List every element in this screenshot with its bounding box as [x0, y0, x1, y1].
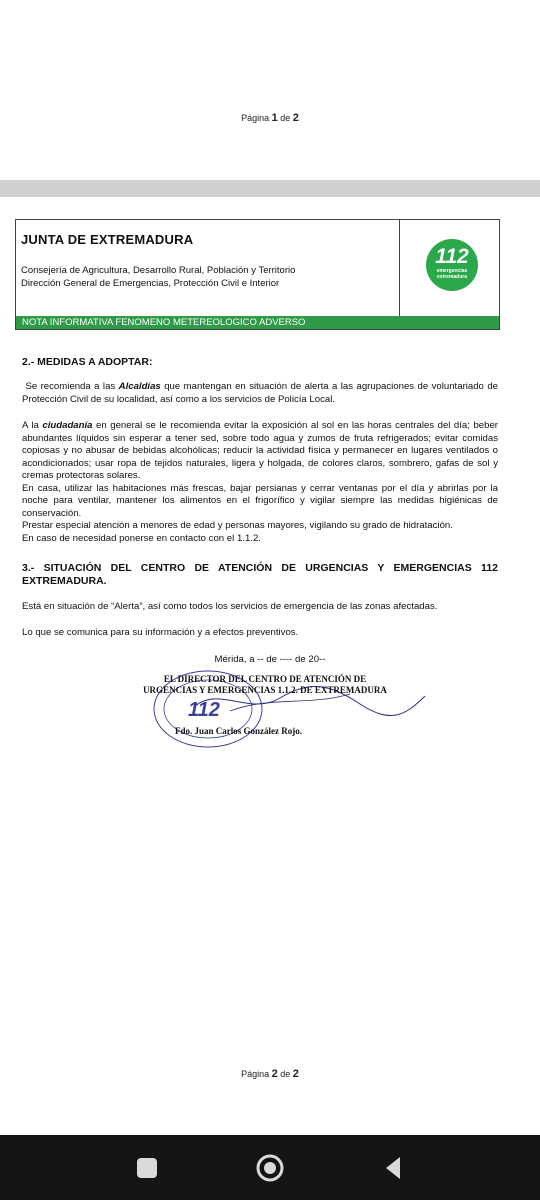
p2-vulnerable-advice: Prestar especial atención a menores de edad y personas mayores, vigilando su grado de hidratación. [22, 520, 453, 531]
recents-icon[interactable] [132, 1153, 162, 1183]
logo-sub-2: extremadura [436, 274, 467, 280]
page-total: 2 [292, 1068, 299, 1080]
signature-date: Mérida, a -- de ---- de 20-- [214, 654, 326, 665]
page-total: 2 [292, 112, 299, 124]
signatory-title-line-1: EL DIRECTOR DEL CENTRO DE ATENCIÓN DE [163, 674, 367, 684]
p2-home-advice: En casa, utilizar las habitaciones más frescas, bajar persianas y cerrar ventanas por el día y abrirlas por la noche para ventilar, mantener los alimentos en el frigorífico y vigilar siempre las medidas higiénicas de conservación. [22, 482, 498, 519]
p2-main [22, 420, 498, 483]
home-icon[interactable] [255, 1153, 285, 1183]
p2-after: en general se le recomienda evitar la exposición al sol en las horas centrales del día; beber abundantes líquidos sin esperar a tener sed, sobre todo agua y zumos de fruta refrigerados; evitar comidas copiosas y no abusar de bebidas alcohólicas; reducir la actividad física y permanecer en lugares ventilados o acondicionados; usar ropa de tejidos naturales, ligera y holgada, de colores claros, sombrero, gafas de sol y cremas protectoras solares. [22, 420, 498, 481]
p1-emphasis: Alcaldías [118, 381, 161, 392]
directorate-line: Dirección General de Emergencias, Protección Civil e Interior [21, 278, 280, 289]
p2-emphasis: ciudadanía [42, 420, 93, 431]
page-prefix: Página [241, 113, 270, 123]
system-navigation-bar [0, 1135, 540, 1200]
back-icon[interactable] [378, 1153, 408, 1183]
p1-after: que mantengan en situación de alerta a las agrupaciones de voluntariado de Protección Civil de su localidad, así como a los servicios de Policía Local. [22, 381, 498, 405]
page-prefix: Página [241, 1069, 270, 1079]
page-of: de [280, 113, 291, 123]
page-indicator-bottom [0, 1068, 540, 1080]
page-current: 1 [271, 112, 278, 124]
p2-contact-advice: En caso de necesidad ponerse en contacto con el 1.1.2. [22, 532, 261, 544]
logo-sub-1: emergencias [436, 268, 468, 274]
org-title: JUNTA DE EXTREMADURA [21, 232, 194, 247]
section-2-paragraph-1 [22, 381, 498, 406]
signatory-title-line-2: URGENCIAS Y EMERGENCIAS 1.1.2. DE EXTREMADURA [143, 685, 387, 695]
page-current: 2 [271, 1068, 278, 1080]
section-3-paragraph-1: Está en situación de “Alerta”, así como todos los servicios de emergencia de las zonas afectadas. [22, 601, 438, 612]
logo-number: 112 [435, 245, 469, 268]
header-left-cell [16, 220, 400, 316]
seal-number: 112 [188, 699, 220, 721]
page-indicator-top [0, 112, 540, 124]
page-of: de [280, 1069, 291, 1079]
note-banner: NOTA INFORMATIVA FENOMENO METEREOLOGICO ADVERSO [16, 316, 499, 329]
page-separator [0, 180, 540, 197]
p1-before: Se recomienda a las [25, 381, 119, 392]
section-2-heading: 2.- MEDIDAS A ADOPTAR: [22, 356, 153, 368]
document-header [15, 219, 500, 330]
signatory-title [115, 674, 415, 696]
section-3-paragraph-2: Lo que se comunica para su información y a efectos preventivos. [22, 627, 299, 638]
section-2-paragraph-2 [22, 420, 498, 545]
signatory-name: Fdo. Juan Carlos González Rojo. [175, 726, 302, 736]
p2-before: A la [22, 420, 43, 431]
section-3-heading: 3.- SITUACIÓN DEL CENTRO DE ATENCIÓN DE URGENCIAS Y EMERGENCIAS 112 EXTREMADURA. [22, 562, 498, 587]
department-line: Consejería de Agricultura, Desarrollo Rural, Población y Territorio [21, 265, 296, 276]
emergencias-112-logo [426, 239, 478, 291]
